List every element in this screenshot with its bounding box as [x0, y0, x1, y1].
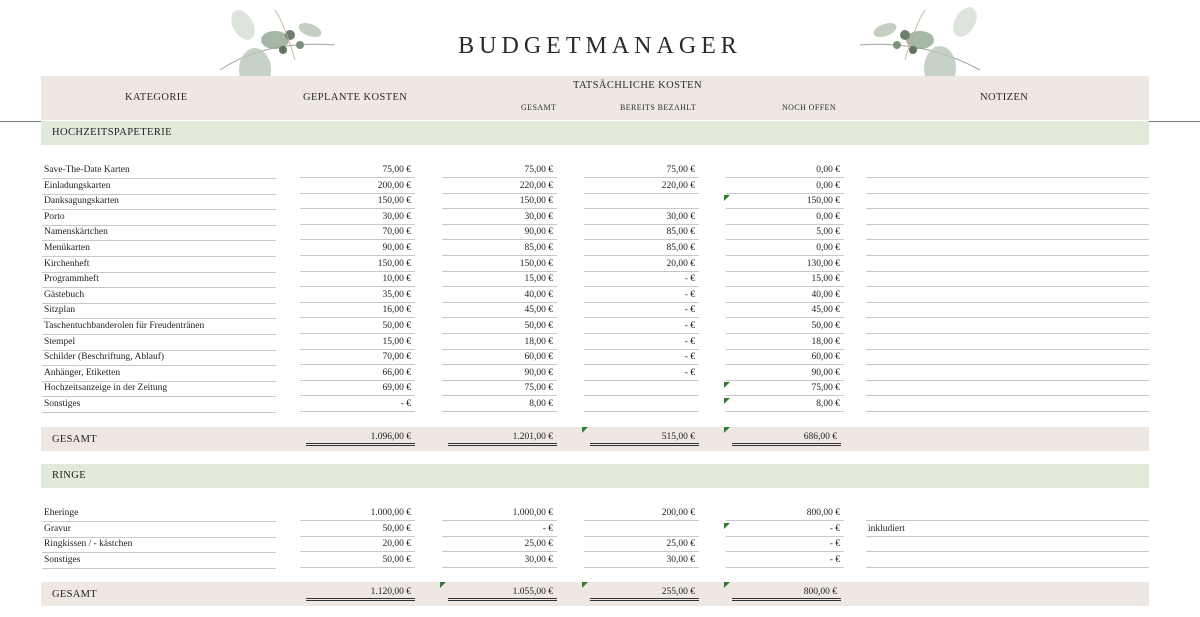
paid-cell[interactable]: - €: [584, 303, 699, 318]
open-cell[interactable]: 0,00 €: [726, 210, 844, 225]
open-cell[interactable]: 18,00 €: [726, 335, 844, 350]
comment-marker: [724, 382, 730, 388]
comment-marker: [582, 582, 588, 588]
total-planned[interactable]: 1.120,00 €: [306, 585, 415, 601]
comment-marker: [724, 427, 730, 433]
planned-cost-cell[interactable]: 70,00 €: [300, 225, 415, 240]
actual-total-cell[interactable]: 60,00 €: [442, 350, 557, 365]
total-open[interactable]: 686,00 €: [732, 430, 841, 446]
open-cell[interactable]: 15,00 €: [726, 272, 844, 287]
paid-cell[interactable]: 200,00 €: [584, 506, 699, 521]
notes-cell[interactable]: [866, 194, 1149, 209]
open-cell[interactable]: 800,00 €: [726, 506, 844, 521]
total-label: GESAMT: [52, 434, 97, 445]
notes-cell[interactable]: [866, 163, 1149, 178]
category-cell[interactable]: Einladungskarten: [42, 179, 276, 195]
open-cell[interactable]: 40,00 €: [726, 288, 844, 303]
notes-cell[interactable]: inkludiert: [866, 522, 1149, 537]
comment-marker: [724, 582, 730, 588]
category-cell[interactable]: Save-The-Date Karten: [42, 163, 276, 179]
open-cell[interactable]: 150,00 €: [726, 194, 844, 209]
notes-cell[interactable]: [866, 397, 1149, 412]
notes-cell[interactable]: [866, 350, 1149, 365]
category-cell[interactable]: Stempel: [42, 335, 276, 351]
category-cell[interactable]: Taschentuchbanderolen für Freudentränen: [42, 319, 276, 335]
planned-cost-cell[interactable]: 15,00 €: [300, 335, 415, 350]
header-notizen: NOTIZEN: [980, 92, 1029, 103]
total-planned[interactable]: 1.096,00 €: [306, 430, 415, 446]
header-offen: NOCH OFFEN: [782, 103, 837, 112]
planned-cost-cell[interactable]: 30,00 €: [300, 210, 415, 225]
total-actual[interactable]: 1.055,00 €: [448, 585, 557, 601]
notes-cell[interactable]: [866, 241, 1149, 256]
paid-cell[interactable]: 85,00 €: [584, 241, 699, 256]
planned-cost-cell[interactable]: 200,00 €: [300, 179, 415, 194]
total-actual[interactable]: 1.201,00 €: [448, 430, 557, 446]
planned-cost-cell[interactable]: 69,00 €: [300, 381, 415, 396]
category-cell[interactable]: Anhänger, Etiketten: [42, 366, 276, 382]
planned-cost-cell[interactable]: 1.000,00 €: [300, 506, 415, 521]
open-cell[interactable]: 45,00 €: [726, 303, 844, 318]
section-title: RINGE: [52, 470, 87, 481]
paid-cell[interactable]: 85,00 €: [584, 225, 699, 240]
actual-total-cell[interactable]: 50,00 €: [442, 319, 557, 334]
open-cell[interactable]: 0,00 €: [726, 241, 844, 256]
actual-total-cell[interactable]: 75,00 €: [442, 163, 557, 178]
category-cell[interactable]: Sonstiges: [42, 553, 276, 569]
open-cell[interactable]: 50,00 €: [726, 319, 844, 334]
planned-cost-cell[interactable]: 50,00 €: [300, 553, 415, 568]
comment-marker: [582, 427, 588, 433]
open-cell[interactable]: 5,00 €: [726, 225, 844, 240]
actual-total-cell[interactable]: 30,00 €: [442, 553, 557, 568]
header-gesamt: GESAMT: [521, 103, 557, 112]
actual-total-cell[interactable]: 1.000,00 €: [442, 506, 557, 521]
category-cell[interactable]: Programmheft: [42, 272, 276, 288]
actual-total-cell[interactable]: 150,00 €: [442, 257, 557, 272]
open-cell[interactable]: 60,00 €: [726, 350, 844, 365]
actual-total-cell[interactable]: 15,00 €: [442, 272, 557, 287]
planned-cost-cell[interactable]: 75,00 €: [300, 163, 415, 178]
actual-total-cell[interactable]: 30,00 €: [442, 210, 557, 225]
paid-cell[interactable]: [584, 381, 699, 396]
paid-cell[interactable]: 75,00 €: [584, 163, 699, 178]
header-geplant: GEPLANTE KOSTEN: [303, 92, 408, 103]
paid-cell[interactable]: 220,00 €: [584, 179, 699, 194]
actual-total-cell[interactable]: 85,00 €: [442, 241, 557, 256]
paid-cell[interactable]: 20,00 €: [584, 257, 699, 272]
notes-cell[interactable]: [866, 225, 1149, 240]
paid-cell[interactable]: - €: [584, 272, 699, 287]
paid-cell[interactable]: - €: [584, 319, 699, 334]
planned-cost-cell[interactable]: 20,00 €: [300, 537, 415, 552]
open-cell[interactable]: 0,00 €: [726, 163, 844, 178]
actual-total-cell[interactable]: 45,00 €: [442, 303, 557, 318]
paid-cell[interactable]: 25,00 €: [584, 537, 699, 552]
planned-cost-cell[interactable]: 16,00 €: [300, 303, 415, 318]
category-cell[interactable]: Sonstiges: [42, 397, 276, 413]
open-cell[interactable]: 90,00 €: [726, 366, 844, 381]
notes-cell[interactable]: [866, 335, 1149, 350]
open-cell[interactable]: 130,00 €: [726, 257, 844, 272]
actual-total-cell[interactable]: 90,00 €: [442, 225, 557, 240]
notes-cell[interactable]: [866, 366, 1149, 381]
actual-total-cell[interactable]: 18,00 €: [442, 335, 557, 350]
planned-cost-cell[interactable]: - €: [300, 397, 415, 412]
header-kategorie: KATEGORIE: [125, 92, 188, 103]
category-cell[interactable]: Ringkissen / - kästchen: [42, 537, 276, 553]
notes-cell[interactable]: [866, 537, 1149, 552]
notes-cell[interactable]: [866, 179, 1149, 194]
paid-cell[interactable]: - €: [584, 288, 699, 303]
category-cell[interactable]: Gravur: [42, 522, 276, 538]
actual-total-cell[interactable]: 40,00 €: [442, 288, 557, 303]
comment-marker: [724, 398, 730, 404]
planned-cost-cell[interactable]: 10,00 €: [300, 272, 415, 287]
category-cell[interactable]: Eheringe: [42, 506, 276, 522]
actual-total-cell[interactable]: 75,00 €: [442, 381, 557, 396]
section-header-papeterie: [41, 121, 1149, 145]
open-cell[interactable]: 75,00 €: [726, 381, 844, 396]
comment-marker: [724, 523, 730, 529]
total-paid[interactable]: 255,00 €: [590, 585, 699, 601]
category-cell[interactable]: Porto: [42, 210, 276, 226]
planned-cost-cell[interactable]: 35,00 €: [300, 288, 415, 303]
notes-cell[interactable]: [866, 303, 1149, 318]
paid-cell[interactable]: [584, 522, 699, 537]
section-header-ringe: [41, 464, 1149, 488]
paid-cell[interactable]: - €: [584, 350, 699, 365]
paid-cell[interactable]: [584, 397, 699, 412]
actual-total-cell[interactable]: 8,00 €: [442, 397, 557, 412]
notes-cell[interactable]: [866, 288, 1149, 303]
notes-cell[interactable]: [866, 210, 1149, 225]
category-cell[interactable]: Schilder (Beschriftung, Ablauf): [42, 350, 276, 366]
paid-cell[interactable]: - €: [584, 335, 699, 350]
planned-cost-cell[interactable]: 150,00 €: [300, 257, 415, 272]
category-cell[interactable]: Hochzeitsanzeige in der Zeitung: [42, 381, 276, 397]
section-title: HOCHZEITSPAPETERIE: [52, 127, 172, 138]
open-cell[interactable]: 8,00 €: [726, 397, 844, 412]
comment-marker: [440, 582, 446, 588]
actual-total-cell[interactable]: 150,00 €: [442, 194, 557, 209]
paid-cell[interactable]: [584, 194, 699, 209]
total-paid[interactable]: 515,00 €: [590, 430, 699, 446]
planned-cost-cell[interactable]: 50,00 €: [300, 319, 415, 334]
planned-cost-cell[interactable]: 70,00 €: [300, 350, 415, 365]
total-open[interactable]: 800,00 €: [732, 585, 841, 601]
planned-cost-cell[interactable]: 90,00 €: [300, 241, 415, 256]
open-cell[interactable]: 0,00 €: [726, 179, 844, 194]
open-cell[interactable]: - €: [726, 522, 844, 537]
category-cell[interactable]: Kirchenheft: [42, 257, 276, 273]
comment-marker: [724, 195, 730, 201]
notes-cell[interactable]: [866, 553, 1149, 568]
actual-total-cell[interactable]: - €: [442, 522, 557, 537]
open-cell[interactable]: - €: [726, 553, 844, 568]
page-title: BUDGETMANAGER: [458, 33, 742, 59]
category-cell[interactable]: Menükarten: [42, 241, 276, 257]
category-cell[interactable]: Namenskärtchen: [42, 225, 276, 241]
notes-cell[interactable]: [866, 381, 1149, 396]
category-cell[interactable]: Gästebuch: [42, 288, 276, 304]
category-cell[interactable]: Danksagungskarten: [42, 194, 276, 210]
paid-cell[interactable]: - €: [584, 366, 699, 381]
notes-cell[interactable]: [866, 272, 1149, 287]
notes-cell[interactable]: [866, 319, 1149, 334]
planned-cost-cell[interactable]: 150,00 €: [300, 194, 415, 209]
planned-cost-cell[interactable]: 50,00 €: [300, 522, 415, 537]
category-cell[interactable]: Sitzplan: [42, 303, 276, 319]
actual-total-cell[interactable]: 220,00 €: [442, 179, 557, 194]
notes-cell[interactable]: [866, 506, 1149, 521]
header-tatsaechlich: TATSÄCHLICHE KOSTEN: [573, 80, 702, 91]
notes-cell[interactable]: [866, 257, 1149, 272]
open-cell[interactable]: - €: [726, 537, 844, 552]
paid-cell[interactable]: 30,00 €: [584, 553, 699, 568]
header-bezahlt: BEREITS BEZAHLT: [620, 103, 697, 112]
total-label: GESAMT: [52, 589, 97, 600]
actual-total-cell[interactable]: 25,00 €: [442, 537, 557, 552]
actual-total-cell[interactable]: 90,00 €: [442, 366, 557, 381]
planned-cost-cell[interactable]: 66,00 €: [300, 366, 415, 381]
paid-cell[interactable]: 30,00 €: [584, 210, 699, 225]
